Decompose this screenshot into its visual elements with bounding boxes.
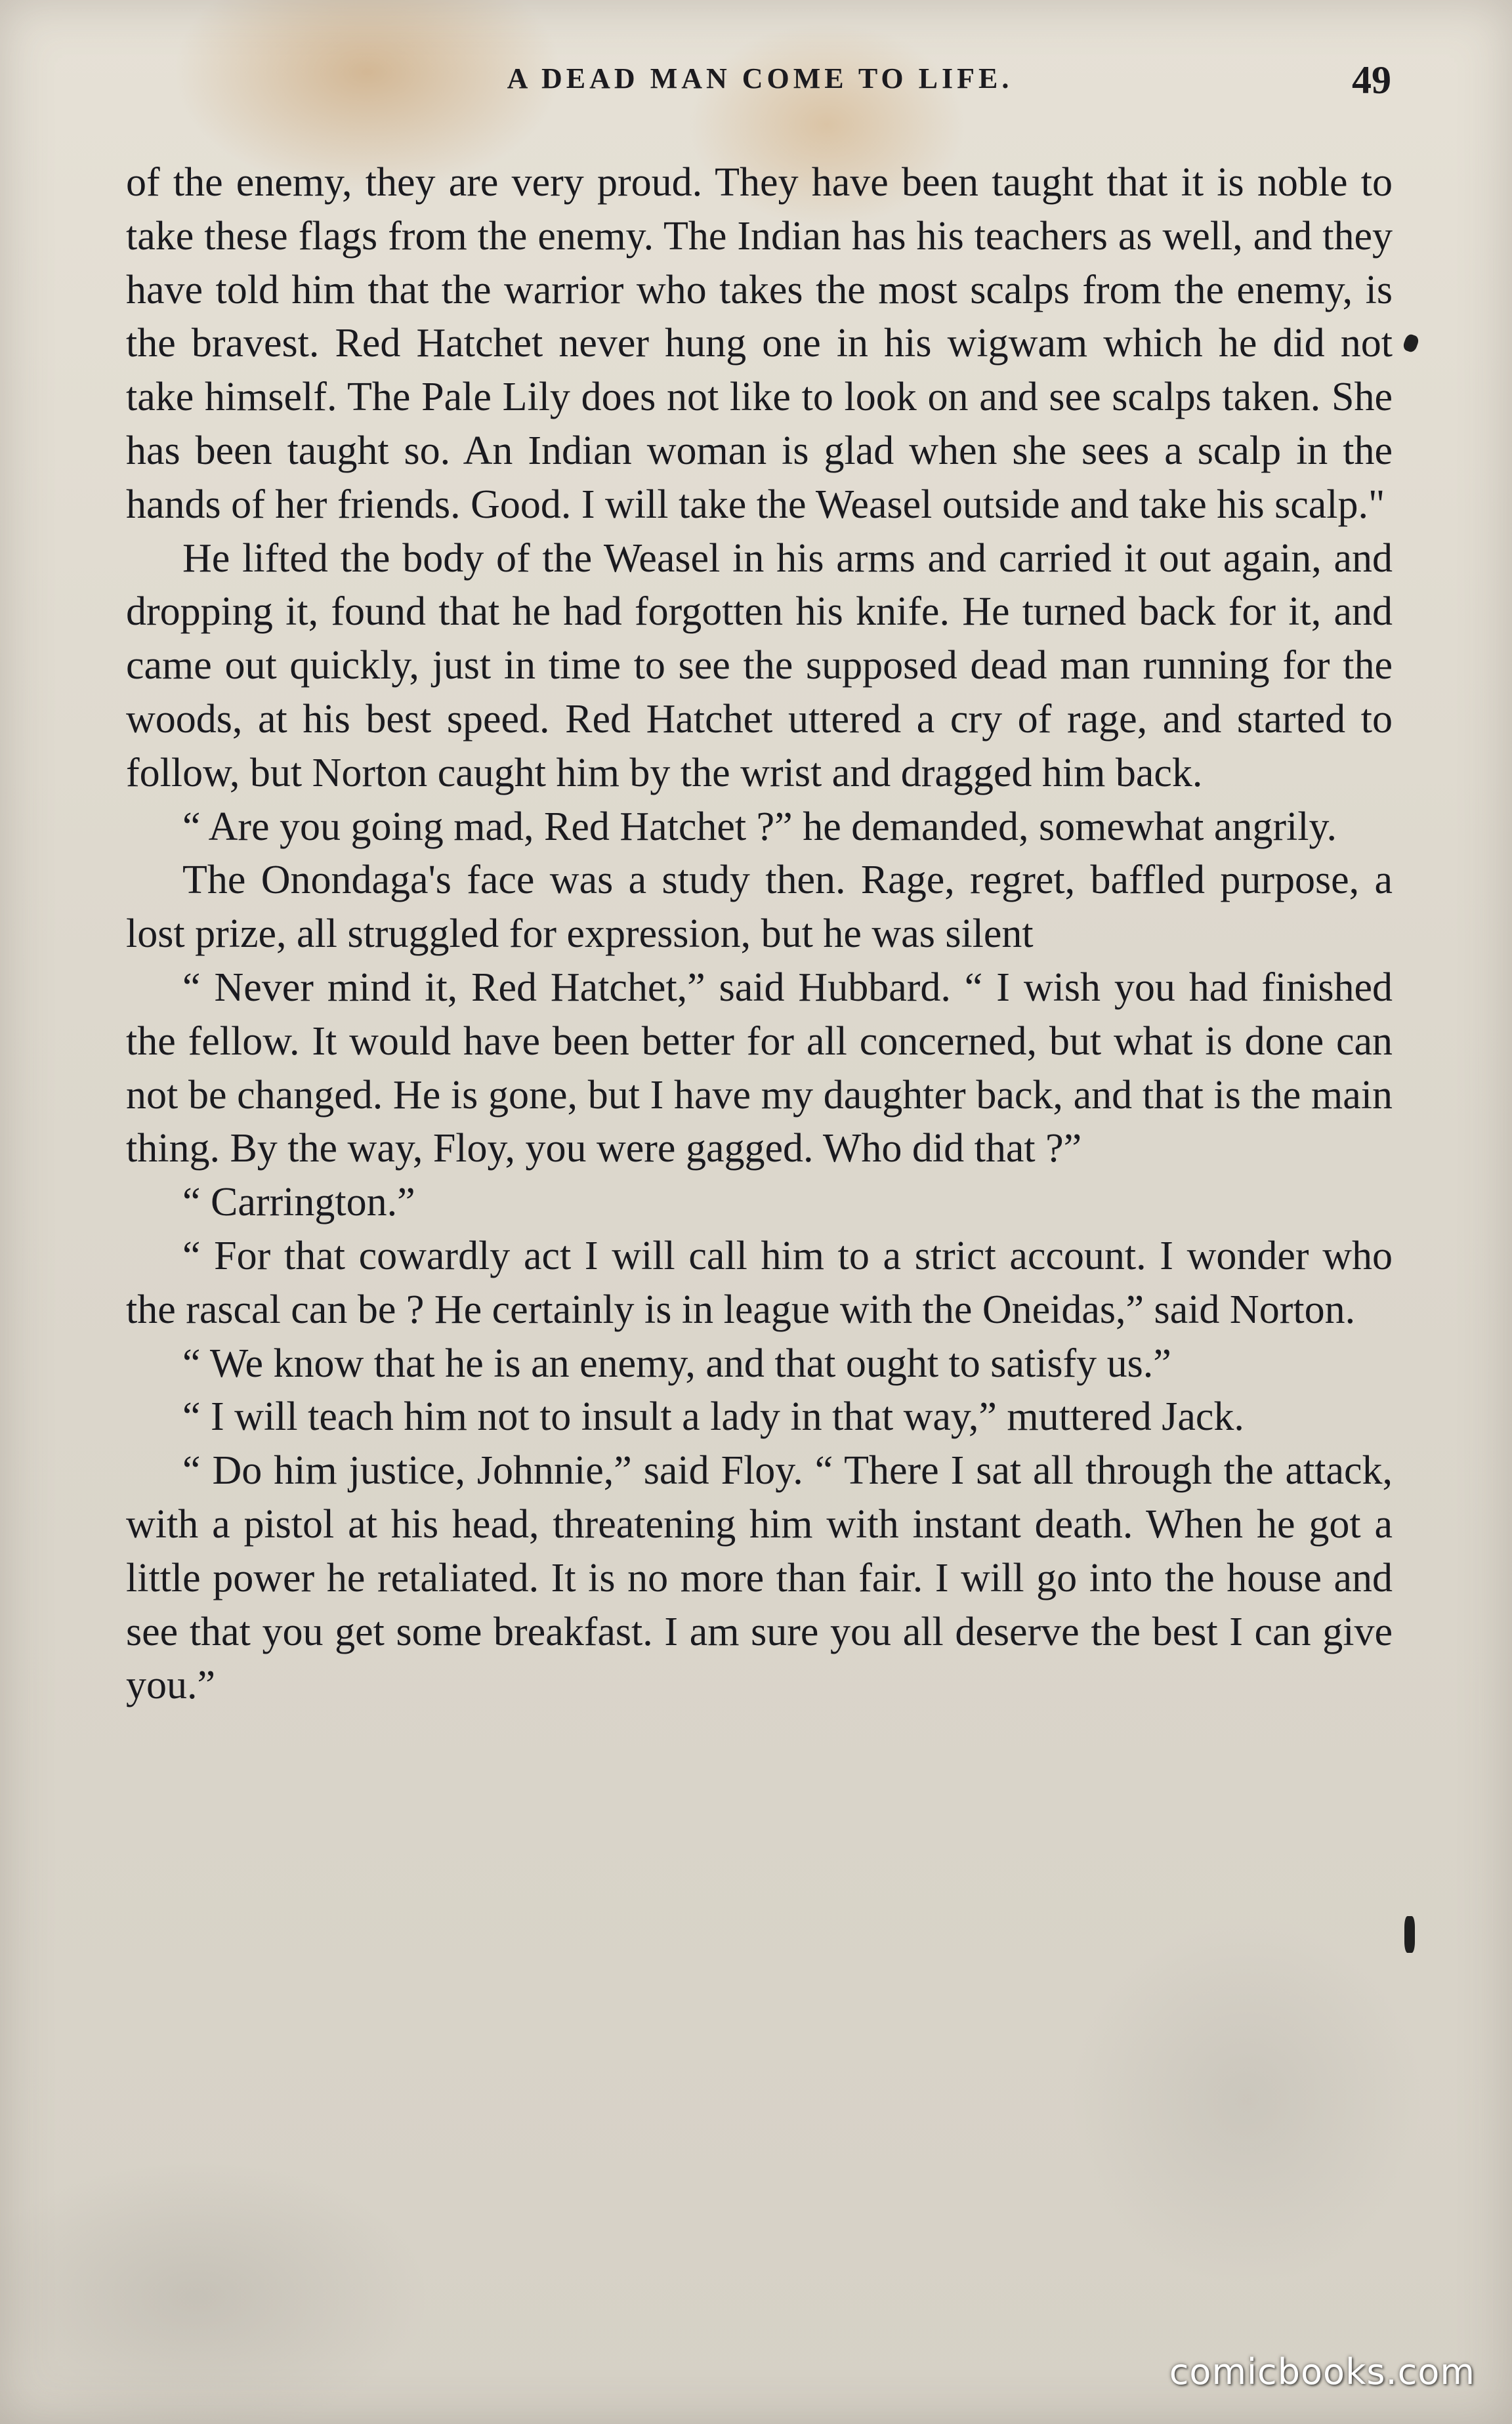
paragraph-9: “ I will teach him not to insult a lady in that way,” muttered Jack. [182, 1394, 1244, 1440]
running-title: A DEAD MAN COME TO LIFE. [507, 62, 1013, 94]
running-head [129, 58, 1391, 110]
ink-blot [1404, 1916, 1415, 1953]
paragraph-1: of the enemy, they are very proud. They have been taught that it is noble to take these flags from the enemy. The Indian has his teachers as well, and they have told him that the warrior who takes the most scalps from the enemy, is the bravest. Red Hatchet never hung one in his wigwam which he did not take himself. The Pale Lily does not like to look on and see scalps taken. She has been taught so. An Indian woman is glad when she sees a scalp in the hands of her friends. Good. I will take the Weasel outside and take his scalp." [126, 160, 1393, 527]
paragraph-5: “ Never mind it, Red Hatchet,” said Hubbard. “ I wish you had finished the fellow. It would have been better for all concerned, but what is done can not be changed. He is gone, but I have my daughter back, and that is the main thing. By the way, Floy, you were gagged. Who did that ?” [126, 965, 1393, 1171]
paragraph-7: “ For that cowardly act I will call him to a strict account. I wonder who the rascal can be ? He certainly is in league with the Oneidas,” said Norton. [126, 1233, 1393, 1332]
paragraph-3: “ Are you going mad, Red Hatchet ?” he demanded, somewhat angrily. [182, 804, 1337, 849]
body-text [126, 156, 1393, 1713]
paragraph-4: The Onondaga's face was a study then. Rage, regret, baffled purpose, a lost prize, all struggled for expression, but he was silent [126, 858, 1393, 957]
paragraph-2: He lifted the body of the Weasel in his arms and carried it out again, and dropping it, found that he had forgotten his knife. He turned back for it, and came out quickly, just in time to see the supposed dead man running for the woods, at his best speed. Red Hatchet uttered a cry of rage, and started to follow, but Norton caught him by the wrist and dragged him back. [126, 535, 1393, 795]
paragraph-10: “ Do him justice, Johnnie,” said Floy. “ There I sat all through the attack, with a pistol at his head, threatening him with instant death. When he got a little power he retaliated. It is no more than fair. I will go into the house and see that you get some breakfast. I am sure you all deserve the best I can give you.” [126, 1448, 1393, 1708]
paragraph-8: “ We know that he is an enemy, and that ought to satisfy us.” [182, 1341, 1171, 1386]
ink-blot [1402, 333, 1420, 353]
watermark: comicbooks.com [1169, 2351, 1475, 2393]
page-number: 49 [1352, 58, 1391, 102]
paragraph-6: “ Carrington.” [182, 1180, 415, 1225]
